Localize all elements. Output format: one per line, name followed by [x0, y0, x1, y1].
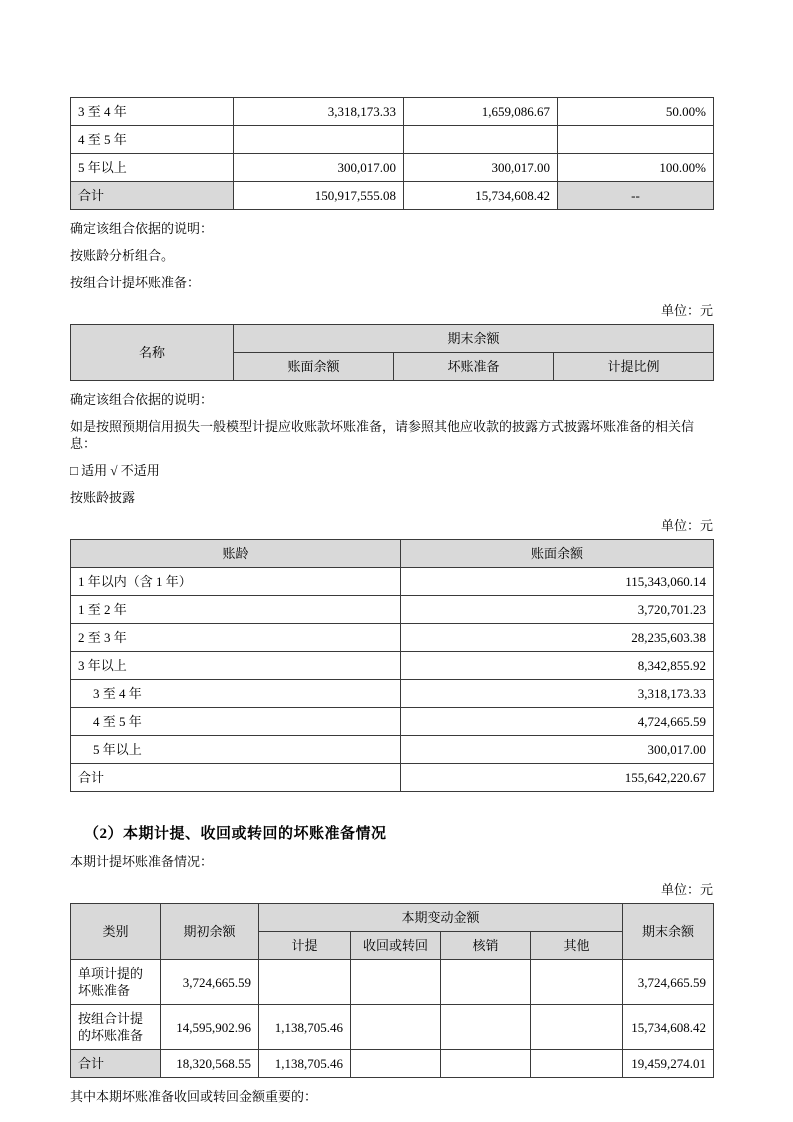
header-accrual: 计提 [259, 932, 351, 960]
recovery [351, 960, 441, 1005]
header-ending-balance: 期末余额 [623, 904, 714, 960]
category-label: 按组合计提的坏账准备 [71, 1005, 161, 1050]
table-row [71, 596, 714, 624]
aging-label: 1 至 2 年 [71, 596, 401, 624]
book-balance: 115,343,060.14 [401, 568, 714, 596]
aging-provision-table [70, 97, 714, 210]
provision-ratio [558, 126, 714, 154]
other-total [531, 1050, 623, 1078]
category-label: 单项计提的坏账准备 [71, 960, 161, 1005]
table-total-row [71, 182, 714, 210]
book-balance-total: 155,642,220.67 [401, 764, 714, 792]
header-bad-debt: 坏账准备 [394, 353, 554, 381]
table-row [71, 680, 714, 708]
ecl-disclosure-note: 如是按照预期信用损失一般模型计提应收账款坏账准备，请参照其他应收款的披露方式披露坏账准备的相关信息： [70, 419, 695, 451]
total-label: 合计 [71, 182, 234, 210]
aging-disclosure-label: 按账龄披露 [70, 490, 136, 505]
other [531, 1005, 623, 1050]
aging-label: 1 年以内（含 1 年） [71, 568, 401, 596]
bad-debt-provision: 1,659,086.67 [404, 98, 558, 126]
table-row [71, 736, 714, 764]
bad-debt-provision: 300,017.00 [404, 154, 558, 182]
ending-balance: 15,734,608.42 [623, 1005, 714, 1050]
table-row [71, 708, 714, 736]
provision-movement-table [70, 903, 714, 1078]
total-label: 合计 [71, 1050, 161, 1078]
aging-sublabel: 5 年以上 [71, 736, 401, 764]
book-balance: 8,342,855.92 [401, 652, 714, 680]
provision-ratio: 100.00% [558, 154, 714, 182]
table-header-row [71, 904, 714, 932]
beginning-balance: 14,595,902.96 [161, 1005, 259, 1050]
ending-balance: 3,724,665.59 [623, 960, 714, 1005]
aging-label: 3 至 4 年 [71, 98, 234, 126]
table-header-row [71, 325, 714, 353]
unit-label: 单位：元 [660, 303, 713, 318]
table-row [71, 154, 714, 182]
header-recovery: 收回或转回 [351, 932, 441, 960]
ending-balance-total: 19,459,274.01 [623, 1050, 714, 1078]
accrual: 1,138,705.46 [259, 1005, 351, 1050]
header-book-balance: 账面余额 [401, 540, 714, 568]
table-row [71, 960, 714, 1005]
book-balance: 3,720,701.23 [401, 596, 714, 624]
unit-label: 单位：元 [660, 882, 713, 897]
writeoff [441, 960, 531, 1005]
recovery-significant-note: 其中本期坏账准备收回或转回金额重要的： [70, 1089, 318, 1104]
accrual-total: 1,138,705.46 [259, 1050, 351, 1078]
recovery-total [351, 1050, 441, 1078]
book-balance [234, 126, 404, 154]
portfolio-provision-label: 按组合计提坏账准备： [70, 275, 201, 290]
table-row [71, 1005, 714, 1050]
recovery [351, 1005, 441, 1050]
table-total-row [71, 1050, 714, 1078]
document-content [70, 0, 713, 1105]
table-row [71, 98, 714, 126]
total-label: 合计 [71, 764, 401, 792]
table-header-row [71, 540, 714, 568]
book-balance-total: 150,917,555.08 [234, 182, 404, 210]
book-balance: 3,318,173.33 [234, 98, 404, 126]
basis-note-label: 确定该组合依据的说明： [70, 221, 214, 236]
beginning-balance-total: 18,320,568.55 [161, 1050, 259, 1078]
header-other: 其他 [531, 932, 623, 960]
aging-label: 4 至 5 年 [71, 126, 234, 154]
writeoff [441, 1005, 531, 1050]
header-category: 类别 [71, 904, 161, 960]
book-balance: 28,235,603.38 [401, 624, 714, 652]
table-row [71, 652, 714, 680]
table-row [71, 568, 714, 596]
header-name: 名称 [71, 325, 234, 381]
header-ending-balance-group: 期末余额 [234, 325, 714, 353]
bad-debt-provision [404, 126, 558, 154]
header-ratio: 计提比例 [554, 353, 714, 381]
provision-ratio-total: -- [558, 182, 714, 210]
header-book-balance: 账面余额 [234, 353, 394, 381]
unit-label: 单位：元 [660, 518, 713, 533]
book-balance: 300,017.00 [401, 736, 714, 764]
section-heading: （2）本期计提、收回或转回的坏账准备情况 [84, 826, 387, 842]
table-row [71, 126, 714, 154]
aging-sublabel: 4 至 5 年 [71, 708, 401, 736]
book-balance: 300,017.00 [234, 154, 404, 182]
beginning-balance: 3,724,665.59 [161, 960, 259, 1005]
basis-note-text: 按账龄分析组合。 [70, 248, 175, 263]
portfolio-provision-table [70, 324, 714, 381]
book-balance: 4,724,665.59 [401, 708, 714, 736]
book-balance: 3,318,173.33 [401, 680, 714, 708]
applicable-checkbox-line: □ 适用 √ 不适用 [70, 463, 160, 478]
provision-ratio: 50.00% [558, 98, 714, 126]
aging-label: 2 至 3 年 [71, 624, 401, 652]
header-writeoff: 核销 [441, 932, 531, 960]
section-intro: 本期计提坏账准备情况： [70, 854, 214, 869]
header-aging: 账龄 [71, 540, 401, 568]
accrual [259, 960, 351, 1005]
header-movement-group: 本期变动金额 [259, 904, 623, 932]
table-row [71, 624, 714, 652]
table-total-row [71, 764, 714, 792]
basis-note-label-2: 确定该组合依据的说明： [70, 392, 214, 407]
aging-label: 3 年以上 [71, 652, 401, 680]
header-beginning-balance: 期初余额 [161, 904, 259, 960]
writeoff-total [441, 1050, 531, 1078]
aging-sublabel: 3 至 4 年 [71, 680, 401, 708]
aging-disclosure-table [70, 539, 714, 792]
other [531, 960, 623, 1005]
aging-label: 5 年以上 [71, 154, 234, 182]
bad-debt-provision-total: 15,734,608.42 [404, 182, 558, 210]
